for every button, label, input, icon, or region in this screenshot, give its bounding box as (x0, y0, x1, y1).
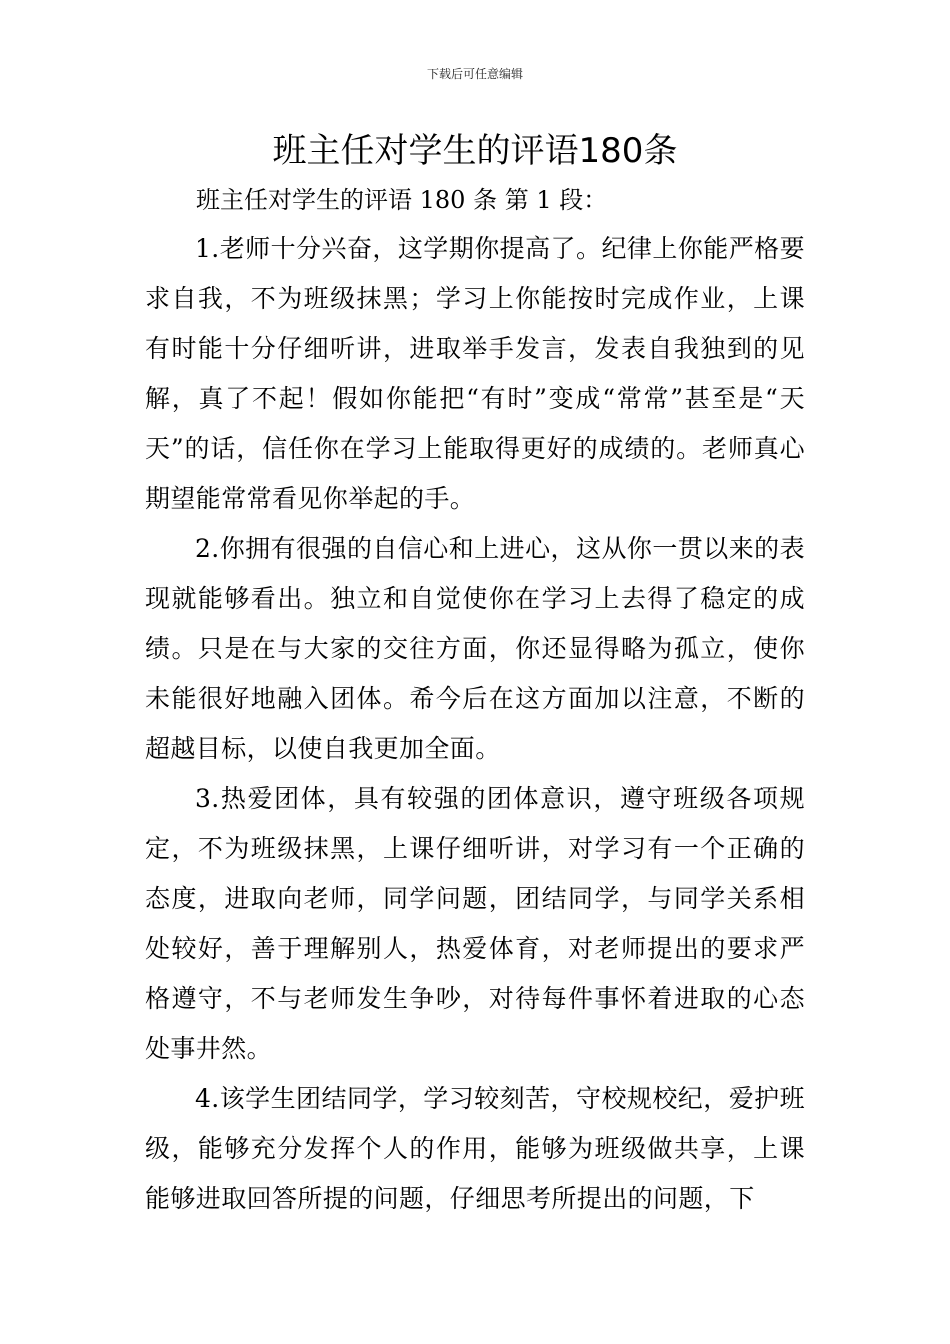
document-body (145, 224, 805, 1224)
comment-paragraph-1: 1.老师十分兴奋，这学期你提高了。纪律上你能严格要求自我，不为班级抹黑；学习上你能按时完成作业，上课有时能十分仔细听讲，进取举手发言，发表自我独到的见解，真了不起！假如你能把“有时”变成“常常”甚至是“天天”的话，信任你在学习上能取得更好的成绩的。老师真心期望能常常看见你举起的手。 (145, 234, 805, 513)
comment-paragraph-2: 2.你拥有很强的自信心和上进心，这从你一贯以来的表现就能够看出。独立和自觉使你在学习上去得了稳定的成绩。只是在与大家的交往方面，你还显得略为孤立，使你未能很好地融入团体。希今后在这方面加以注意，不断的超越目标，以使自我更加全面。 (145, 534, 805, 763)
document-title: 班主任对学生的评语180条 (272, 131, 678, 171)
section-subtitle: 班主任对学生的评语 180 条 第 1 段： (196, 186, 608, 214)
page-header-note: 下载后可任意编辑 (426, 67, 523, 81)
comment-paragraph-4: 4.该学生团结同学，学习较刻苦，守校规校纪，爱护班级，能够充分发挥个人的作用，能够为班级做共享，上课能够进取回答所提的问题，仔细思考所提出的问题，下 (145, 1084, 805, 1213)
comment-paragraph-3: 3.热爱团体，具有较强的团体意识，遵守班级各项规定，不为班级抹黑，上课仔细听讲，对学习有一个正确的态度，进取向老师，同学问题，团结同学，与同学关系相处较好，善于理解别人，热爱体育，对老师提出的要求严格遵守，不与老师发生争吵，对待每件事怀着进取的心态处事井然。 (145, 784, 805, 1063)
